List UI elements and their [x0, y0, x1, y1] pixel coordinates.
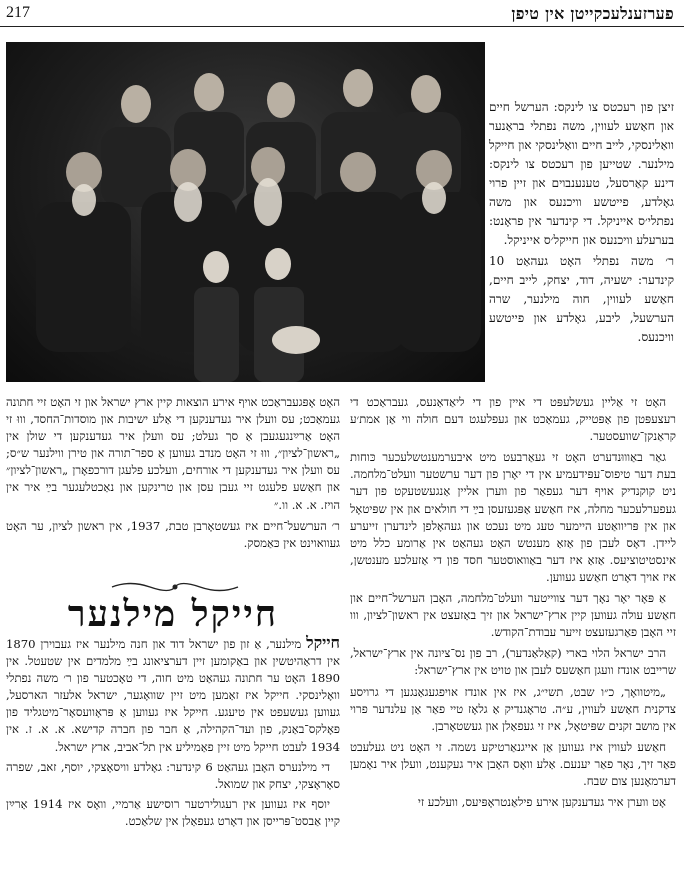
lead-word: חייקל [306, 634, 340, 652]
photo-caption [489, 98, 674, 388]
caption-people: זיצן פון רעכטס צו לינקס: הערשל חיים און חאַשע לעווין, משה נפתלי בראַנער וואַלינסקי, לייב חיים וואַלינסקי און חייקל מילנער. שטייען פון רעכטס צו לינקס: דינע קאַרסעל, טענענבוים און זיין פרוי גאָלדע, פייטשע וויכנעס און משה נפתלי׳ס אייניקל. די קינדער אין פראָנט: בערעלע וויכנעס און חייקל׳ס אייניקל. [488, 100, 674, 247]
biography-text [6, 634, 340, 878]
running-title: פערזענלעכקייטן אין טיפן [511, 4, 674, 23]
paragraph: חאַשע לעווין איז געווען אַן אייגנאַרטיקע נשמה. זי האָט ניט געלעבט פאַר זיך, נאָר פאַר יענעם. אַלע וואָס האָבן איר געקענט, וועלן איר נאָמען דערמאָנען צום שבח. [350, 739, 676, 788]
paragraph: האָט אָפּגעבראַכט אויף אירע הוצאות קיין ארץ ישראל און זי האָט זיי חתונה געמאַכט; עס וועלן איר געדענקען די אַלע ישיבות און מוסדות־החסד, וווּ זי האָט אַרײַנגעגעבן אַ סך געלט; עס וועלן איר געדענקען די שולן אין „ראשון־לציון״, וווּ זי האָט מנדב געווען אַ ספר־תורה און טירן ווילנער ש״ס; עס וועלן איר געדענקען די אורחים, וועלכע פלעגן דורכפאָרן „ראשון־לציון״ און חאַשע פלעגט זיי געבן עסן און טרינקען און נאַכטלעגער בײַ איר אין הויז. א. א. וו.״ [6, 395, 340, 512]
biography-title: חייקל מילנער [67, 593, 279, 635]
family-photo [6, 42, 485, 382]
paragraph: אָט ווערן איר געדענקען אירע פילאַנטראָפּיעס, וועלכע זי [417, 795, 666, 810]
paragraph: האָט זי אַליין געשלעפּט די איין פון די ליאַדאַנעס, געבראַכט די רעצעפּטן פון אַפּטייק, געמאַכט און געפלעגט דעם חולה ווי אַן אמת׳ע קראַנקן־שוועסטער. [350, 395, 676, 444]
section-ornament [110, 580, 240, 594]
paragraph-text: מילנער, אַ זון פון ישראל דוד און חנה מילנער איז געבוירן 1870 אין דראַהיטשין און באַקומען זיין דערציאונג בײַ מלמדים אין שטעטל. אין 1890 האָט ער חתונה געהאַט מיט חוה, די טאָכטער פון ר׳ משה נפתלי וואָלינסקי. חייקל איז זאַמען מיט זיין שוואָגער, ישראל אלעזר הארסעל, געווען געשעפט אין טיעגע. חייקל איז געווען אַ פּראָוועסאָר־מיטגליד פון פאָלקס־באַנק, פון ועד־הקהילה, אַ חבר פון חברה קדישא. א. א. ז. אין 1934 לעבט חייקל מיט זיין פאַמיליע אין תל־אביב, ארץ ישראל. [6, 637, 340, 754]
paragraph: הרב ישראל הלוי בארי (קאַלאַנדער), רב פון נס־ציונה אין ארץ־ישראל, שרייבט אונדז וועגן חאַשעס לעבן און טויט אין ארץ־ישראל: [350, 646, 676, 678]
paragraph: ר׳ הערשעל־חיים איז געשטאָרבן טבת, 1937, אין ראשון לציון, ער האָט געוואוינט אין כּאַמסק. [6, 518, 340, 550]
paragraph: אַ פּאָר יאָר נאָך דער צווייטער וועלט־מלחמה, האָבן הערשל־חיים און חאַשע עולה געווען קיין ארץ־ישראל און זיך באַזעצט אין ראשון־לציון, ווו זיי האָבן פאַרגעזעצט זייער עבודת־הקודש. [350, 591, 676, 640]
paragraph: „מיטוואָך, כ״ו שבט, תשי״ג, איז אין אונדז אויפגעגאַנגען די גרויסע צדקנית חאַשע לעווין, ע״ה. טראָגנדיק אַ גלאָז טיי פאַר אַן עלנדער פרוי אין מושב זקנים שפּיטאָל, איז זי געפאַלן און געשטאָרבן. [350, 684, 676, 733]
page-number: 217 [6, 4, 30, 21]
paragraph [6, 634, 340, 756]
paragraph: גאַר באַוווּנדערט האָט זי געאַרבעט מיט איבערמענטשלעכער כּוחות בעת דער טיפוס־עפּידעמיע אין די יאָרן פון דער ערשטער וועלט־מלחמה. ניט קוקנדיק אויף דער געפאַר פון ווערן אליין אַנגעשטעקט פון דער געפערלעכער מחלה, איז חאַשע אַפּגעזעסן בײַ די חולאים און אין שפּיטאָל און אין פּריוואַטע היימער טעג מיט נעכט און געהאָלפן לינדערן זייערע ליידן. דאָס לעבן פון אַזאַ מענטש האָט געהאַט אין אַרומע כלל מיט אינסטיטוציעס. אַזאַ איז דער באַוואוסטער חסד פון די אַזעלכע מענטשן, איז אויך דאָרט חאַשע געווען. [350, 450, 676, 584]
family-photo-image [6, 42, 485, 382]
right-column [350, 394, 676, 878]
page-header [0, 0, 684, 27]
paragraph: די מילנערס האָבן געהאַט 6 קינדער: גאָלדע וויסאָצקי, יוסף, זאב, שפרה סאָראָצקי, יצחק און שמואל. [6, 759, 340, 791]
paragraph: יוסף איז געווען אין רעגולירטער רוסישע אַרמיי, וואָס איז 1914 אַרײַן קיין אַבסט־פּרייסן און דאָרט געפאַלן אין שלאַכט. [6, 796, 340, 828]
caption-children: ר׳ משה נפתלי האָט געהאַט 10 קינדער: ישעיה, דוד, יצחק, לייב חיים, חאַשע לעווין, חוה מילנער, שרה הערשעל, ליבע, גאָלדע און פייטשע וויכנעס. [489, 254, 674, 344]
